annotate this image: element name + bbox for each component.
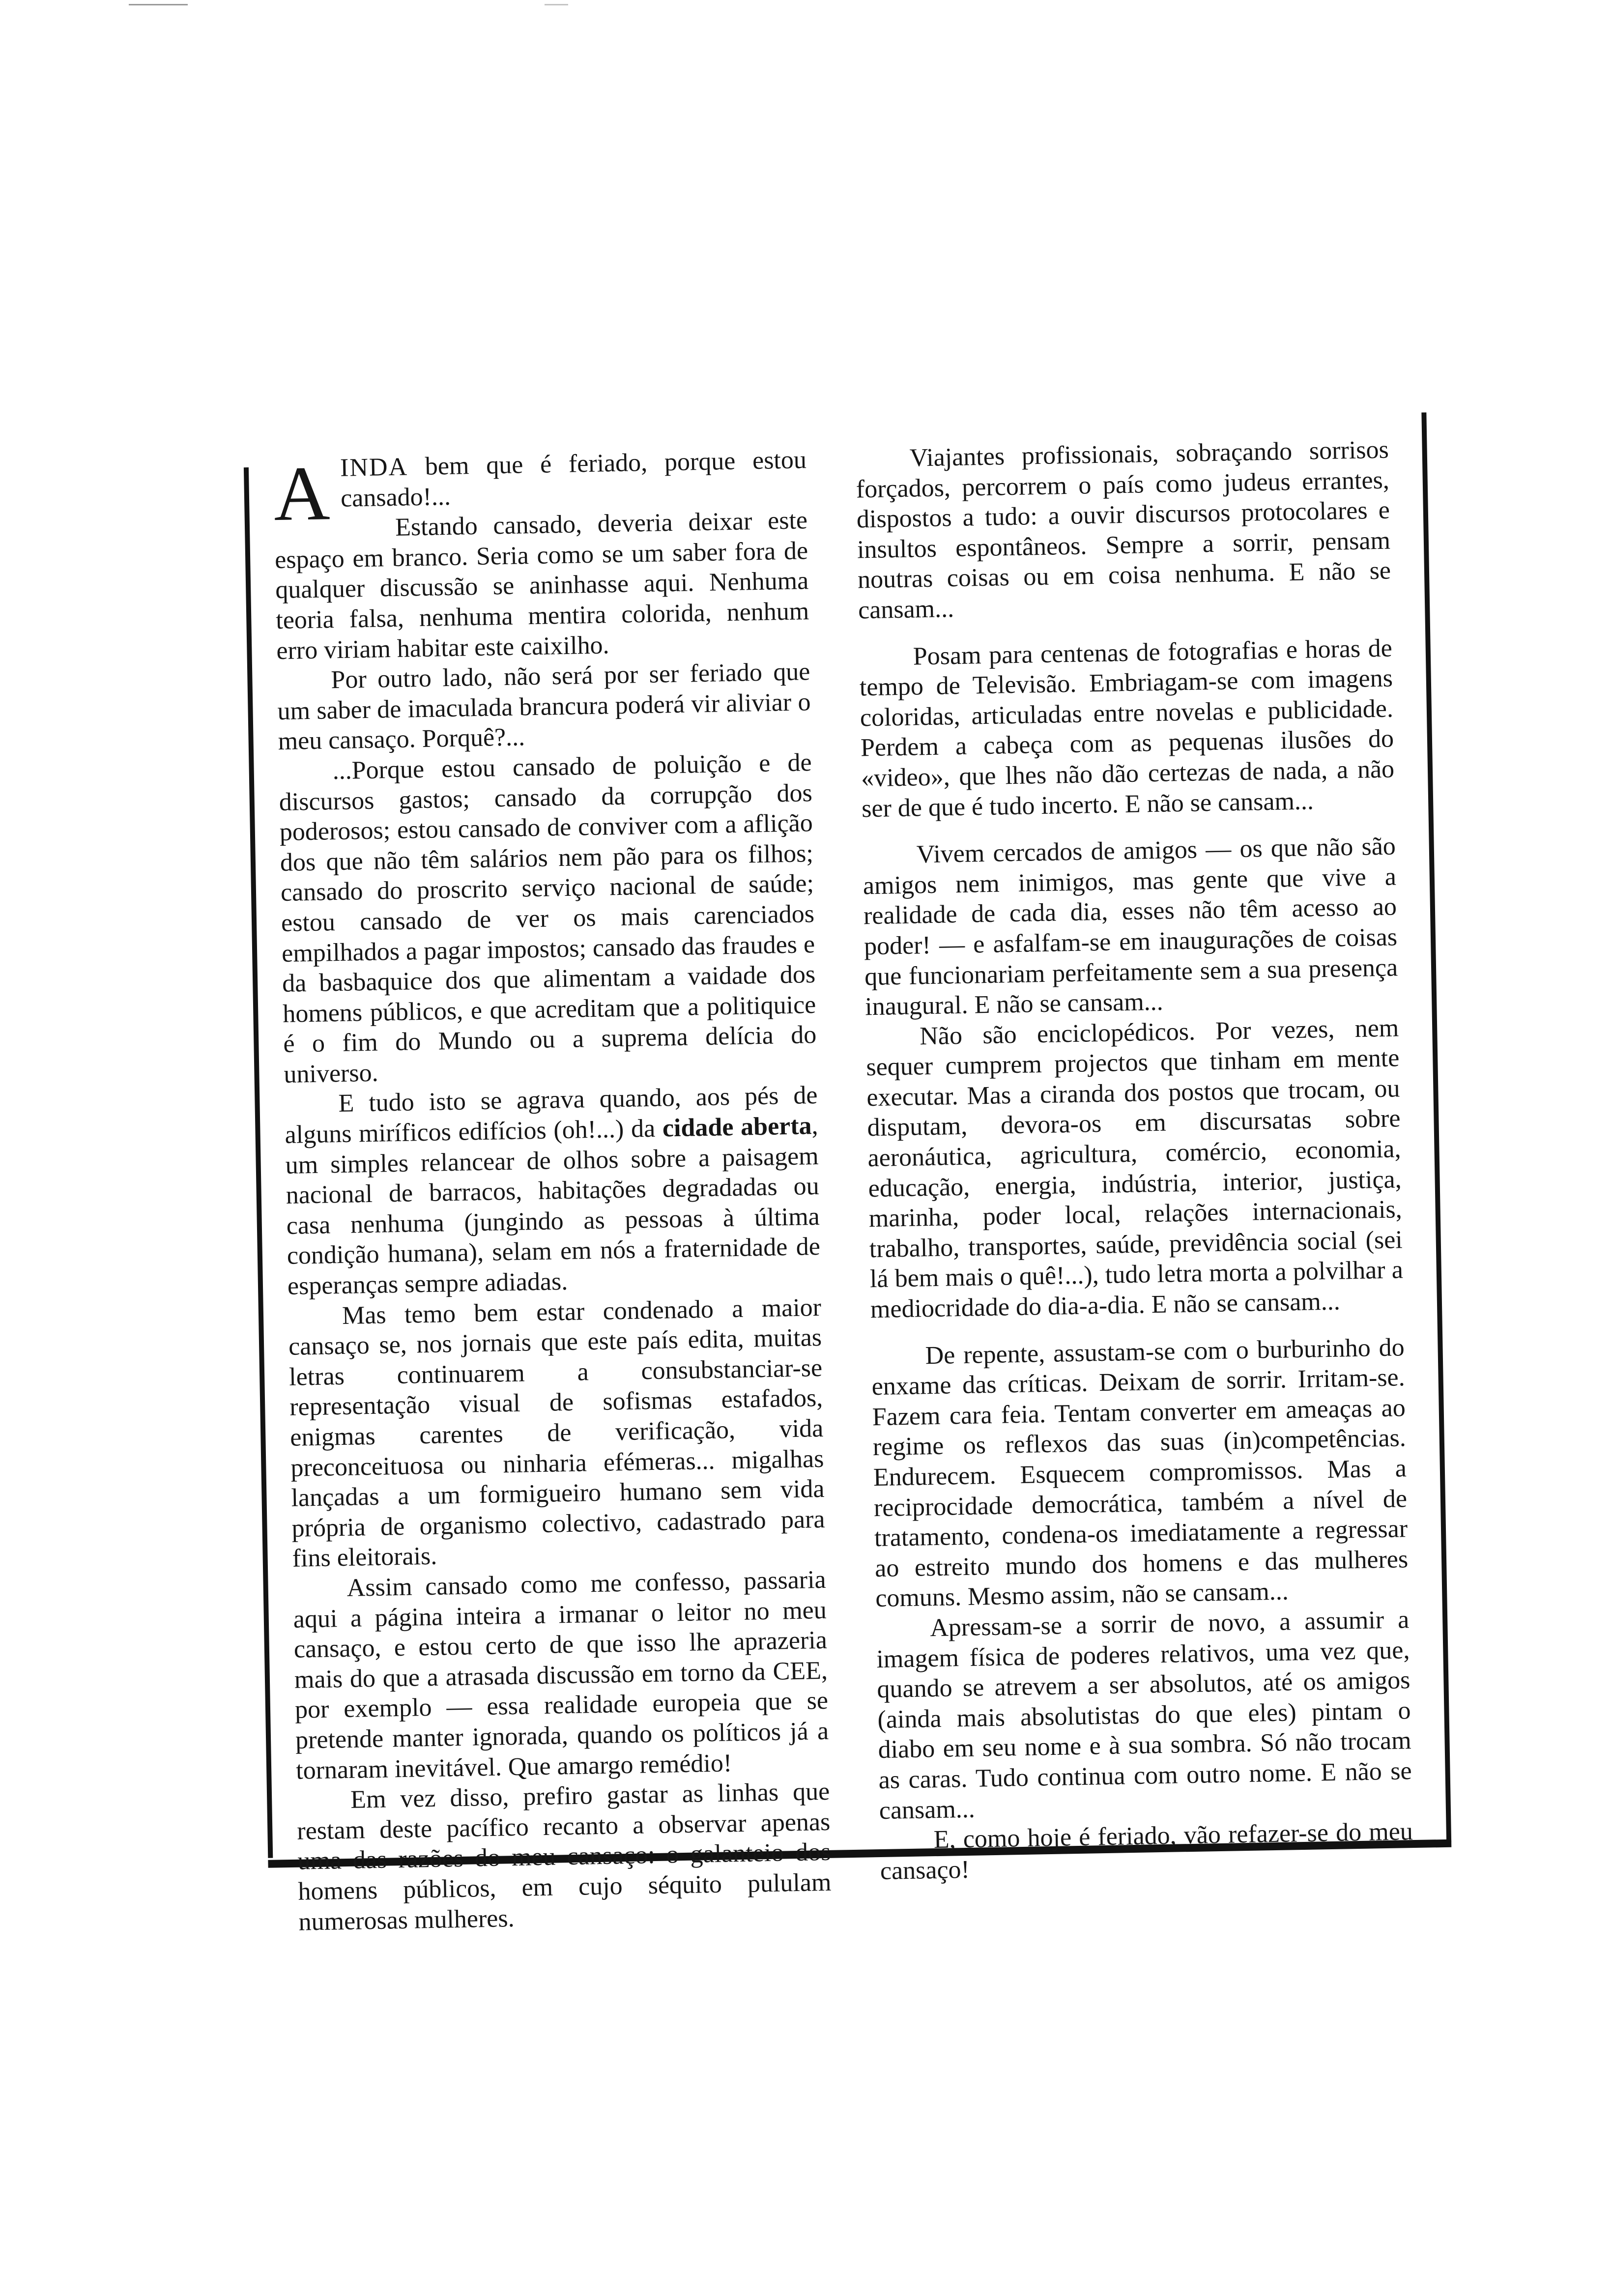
article-paragraph: E, como hoje é feriado, vão refazer-se do meu cansaço! — [880, 1817, 1413, 1885]
lead-text: bem que é feriado, porque estou cansado!... — [340, 446, 807, 513]
scan-edge-mark — [129, 4, 188, 5]
frame-rule-left — [244, 467, 273, 1858]
article-paragraph: Apressam-se a sorrir de novo, a assumir a imagem física de poderes relativos, uma vez que, quando se atrevem a ser absolutos, até os amigos (ainda mais absolutistas do que eles) pintam o diabo em seu nome e à sua sombra. Só não trocam as caras. Tudo continua com outro nome. E não se cansam... — [876, 1606, 1412, 1825]
article-paragraph: Mas temo bem estar condenado a maior cansaço se, nos jornais que este país edita, muitas letras continuarem a consubstanciar-se representação visual de sofismas estafados, enigmas carentes de verificação, vida preconceituosa ou ninharia efémeras... migalhas lançadas a um formigueiro humano sem vida própria de organismo colectivo, cadastrado para fins eleitorais. — [288, 1293, 825, 1573]
article-paragraph: Estando cansado, deveria deixar este espaço em branco. Seria como se um saber fora de qualquer discussão se aninhasse aqui. Nenhuma teoria falsa, nenhuma mentira colorida, nenhum erro viriam habitar este caixilho. — [274, 506, 809, 665]
scan-edge-mark — [545, 4, 568, 5]
article-paragraph: Vivem cercados de amigos — os que não são amigos nem inimigos, mas gente que vive a realidade de cada dia, esses não têm acesso ao poder! — e asfalfam-se em inaugurações de coisas que funcionariam perfeitamente sem a sua presença inaugural. E não se cansam... — [863, 832, 1398, 1021]
frame-rule-right — [1421, 412, 1451, 1842]
article-paragraph: Não são enciclopédicos. Por vezes, nem sequer cumprem projectos que tinham em mente executar. Mas a ciranda dos postos que trocam, ou disputam, devora-os em discursatas sobre aeronáutica, agricultura, comércio, economia, educação, energia, indústria, interior, justiça, marinha, poder local, relações internacionais, trabalho, transportes, saúde, previdência social (sei lá bem mais o quê!...), tudo letra morta a polvilhar a mediocridade do dia-a-dia. E não se cansam... — [865, 1014, 1404, 1324]
article-paragraph: Em vez disso, prefiro gastar as linhas que restam deste pacífico recanto a observar apenas uma das razões do meu cansaço: o galanteio dos homens públicos, em cujo séquito pululam numerosas mulheres. — [296, 1777, 832, 1936]
paragraph-text: , um simples relancear de olhos sobre a paisagem nacional de barracos, habitações degradadas ou casa nenhuma (jungindo as pessoas à última condição humana), selam em nós a fraternidade de esperanças sempre adiadas. — [285, 1112, 821, 1300]
article-column-right — [855, 435, 1413, 1887]
article-paragraph: Por outro lado, não será por ser feriado que um saber de imaculada brancura poderá vir aliviar o meu cansaço. Porquê?... — [277, 658, 811, 756]
article-paragraph: Viajantes profissionais, sobraçando sorrisos forçados, percorrem o país como judeus errantes, dispostos a tudo: a ouvir discursos protocolares e insultos espontâneos. Sempre a sorrir, pensam noutras coisas ou em coisa nenhuma. E não se cansam... — [856, 435, 1391, 625]
article-paragraph: ...Porque estou cansado de poluição e de discursos gastos; cansado da corrupção dos poderosos; estou cansado de conviver com a aflição dos que não têm salários nem pão para os filhos; cansado do proscrito serviço nacional de saúde; estou cansado de ver os mais carenciados empilhados a pagar impostos; cansado das fraudes e da basbaquice dos que alimentam a vaidade dos homens públicos, e que acreditam que a politiquice é o fim do Mundo ou a suprema delícia do universo. — [279, 748, 817, 1089]
article-paragraph: De repente, assustam-se com o burburinho do enxame das críticas. Deixam de sorrir. Irritam-se. Fazem cara feia. Tentam converter em ameaças ao regime os reflexos das suas (in)competências. Endurecem. Esquecem compromissos. Mas a reciprocidade democrática, também a nível de tratamento, condena-os imediatamente a regressar ao estreito mundo dos homens e das mulheres comuns. Mesmo assim, não se cansam... — [871, 1333, 1409, 1613]
article-paragraph: Assim cansado como me confesso, passaria aqui a página inteira a irmanar o leitor no meu cansaço, e estou certo de que isso lhe aprazeria mais do que a atrasada discussão em torno da CEE, por exemplo — essa realidade europeia que se pretende manter ignorada, quando os políticos já a tornaram inevitável. Que amargo remédio! — [293, 1565, 829, 1785]
newspaper-clipping — [243, 412, 1452, 1936]
article-paragraph: Posam para centenas de fotografias e horas de tempo de Televisão. Embriagam-se com imagens coloridas, articuladas entre novelas e publicidade. Perdem a cabeça com as pequenas ilusões do «video», que lhes não dão certezas de nada, a não ser de que é tudo incerto. E não se cansam... — [859, 634, 1395, 823]
paragraph-text: E tudo isto se agrava quando, aos pés de alguns miríficos edifícios (oh!...) da — [285, 1081, 818, 1149]
emphasis-cidade-aberta: cidade aberta — [662, 1112, 812, 1143]
article-column-left — [273, 445, 832, 1937]
article-paragraph-lead — [273, 445, 807, 538]
article-paragraph — [284, 1081, 821, 1302]
drop-cap: A — [273, 450, 331, 538]
lead-word: INDA — [340, 453, 408, 482]
